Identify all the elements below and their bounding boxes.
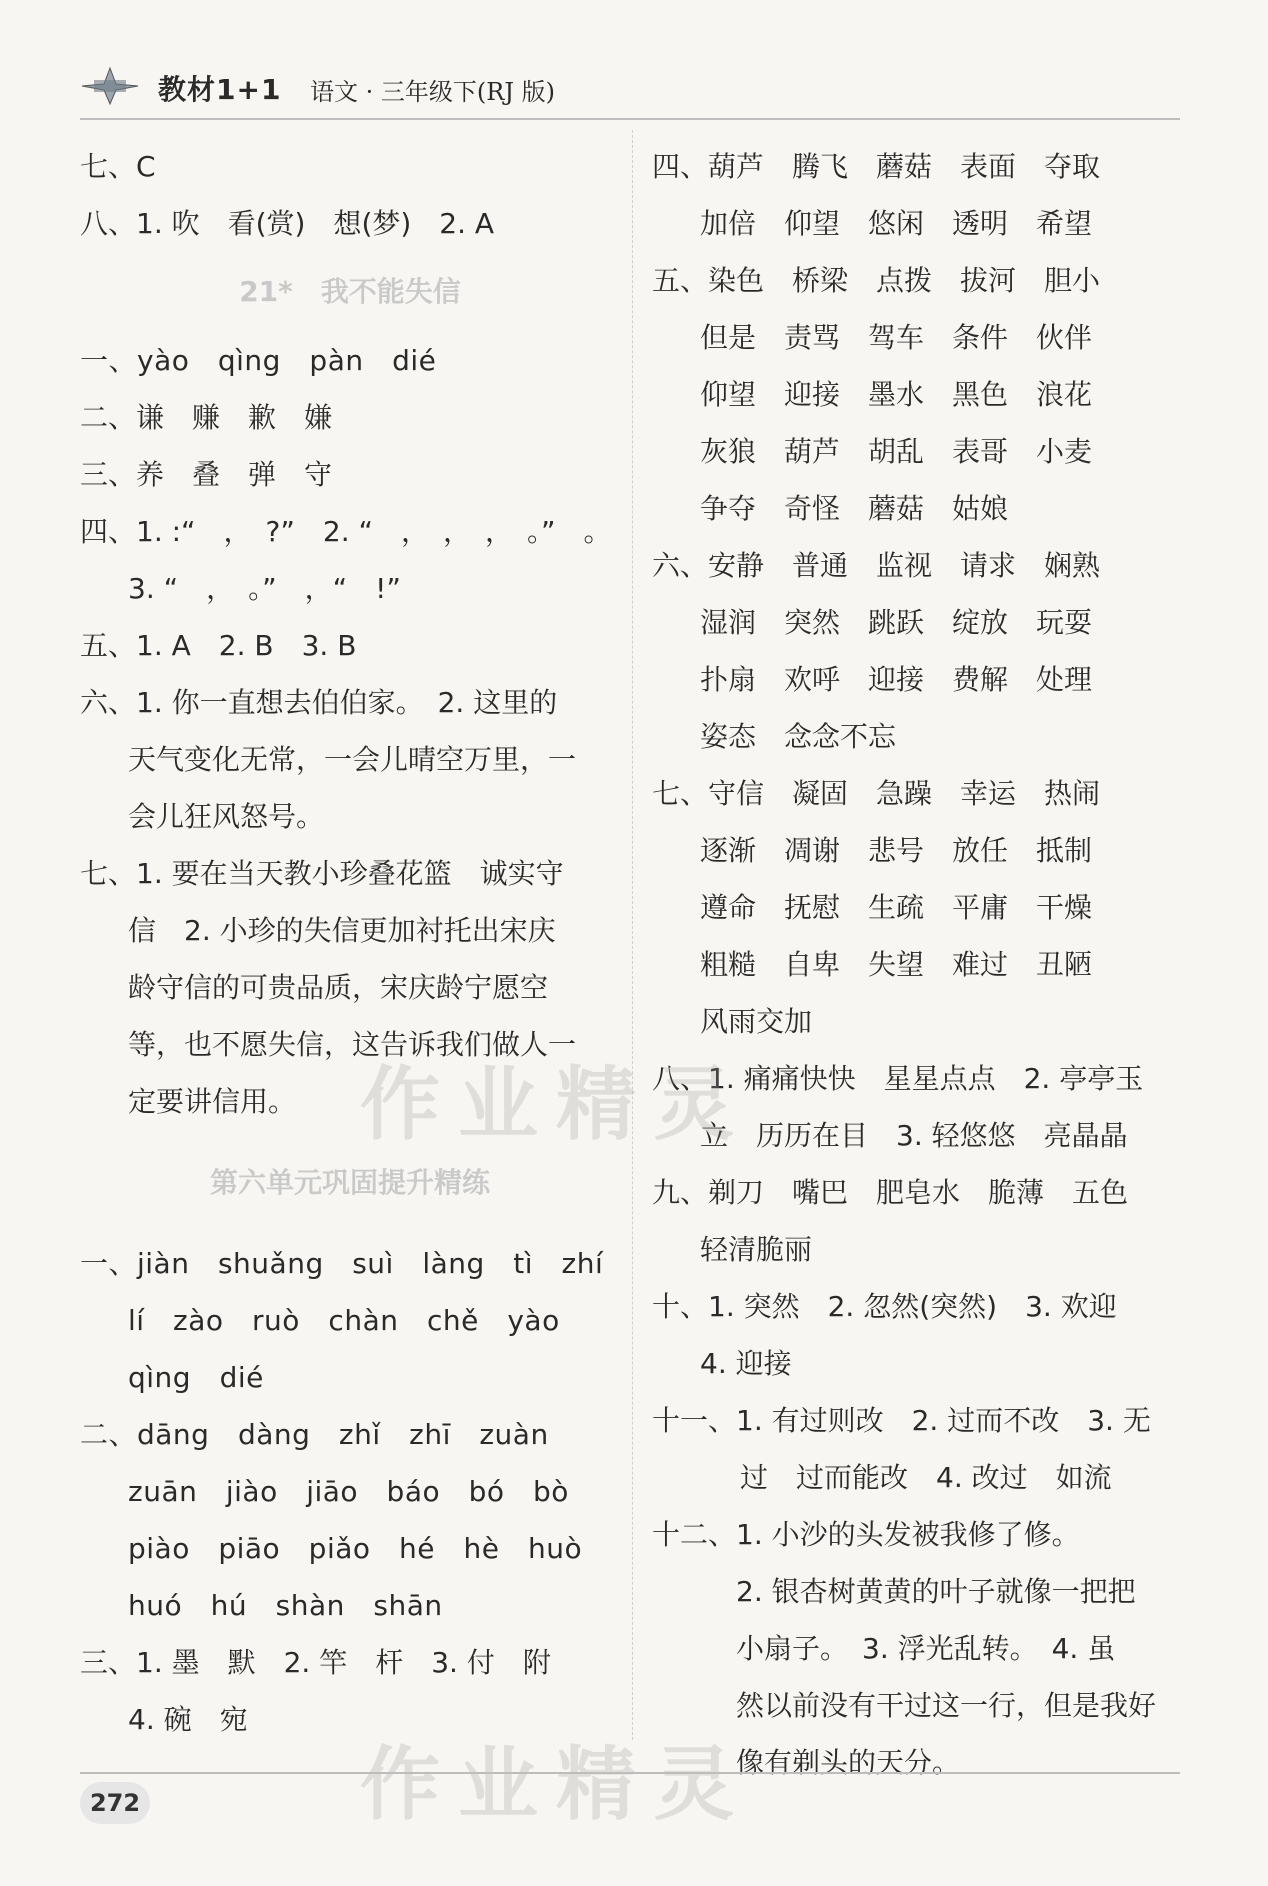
watermark-bottom: 作业精灵	[360, 1738, 752, 1831]
answer-line: 遵命 抚慰 生疏 平庸 干燥	[700, 891, 1093, 924]
answer-line: 一、jiàn shuǎng suì làng tì zhí	[80, 1247, 604, 1280]
answer-line: 信 2. 小珍的失信更加衬托出宋庆	[128, 914, 556, 947]
left-column	[80, 138, 620, 1748]
answer-line: 三、养 叠 弹 守	[80, 458, 333, 491]
answer-line: 七、1. 要在当天教小珍叠花篮 诚实守	[80, 857, 564, 890]
page-number: 272	[80, 1782, 150, 1824]
answer-line: 灰狼 葫芦 胡乱 表哥 小麦	[700, 435, 1093, 468]
answer-line: 十、1. 突然 2. 忽然(突然) 3. 欢迎	[652, 1290, 1117, 1323]
answer-line: 仰望 迎接 墨水 黑色 浪花	[700, 378, 1093, 411]
answer-line: 六、安静 普通 监视 请求 娴熟	[652, 549, 1101, 582]
answer-line: qìng dié	[128, 1361, 264, 1394]
answer-line: 湿润 突然 跳跃 绽放 玩耍	[700, 606, 1093, 639]
answer-line: 2. 银杏树黄黄的叶子就像一把把	[736, 1575, 1136, 1608]
answer-line: 过 过而能改 4. 改过 如流	[740, 1461, 1112, 1494]
subject-title: 语文 · 三年级下(RJ 版)	[310, 78, 555, 106]
watermark: 作业精灵	[360, 1058, 752, 1151]
answer-line: 十一、1. 有过则改 2. 过而不改 3. 无	[652, 1404, 1151, 1437]
answer-line: 九、剃刀 嘴巴 肥皂水 脆薄 五色	[652, 1176, 1129, 1209]
answer-line: 但是 责骂 驾车 条件 伙伴	[700, 321, 1093, 354]
answer-line: 轻清脆丽	[700, 1233, 813, 1266]
book-logo-icon	[80, 66, 140, 106]
answer-line: 等，也不愿失信，这告诉我们做人一	[128, 1028, 577, 1061]
answer-line: 四、1. :“ ， ?” 2. “ ， ， ， 。” 。	[80, 515, 612, 548]
page-footer	[80, 1772, 1180, 1817]
answer-line: 十二、1. 小沙的头发被我修了修。	[652, 1518, 1080, 1551]
answer-line: 六、1. 你一直想去伯伯家。 2. 这里的	[80, 686, 558, 719]
answer-line: 七、C	[80, 150, 156, 183]
answer-line: 七、守信 凝固 急躁 幸运 热闹	[652, 777, 1101, 810]
answer-line: 风雨交加	[700, 1005, 813, 1038]
answer-line: 小扇子。 3. 浮光乱转。 4. 虽	[736, 1632, 1116, 1665]
answer-line: 会儿狂风怒号。	[128, 800, 325, 833]
answer-line: 逐渐 凋谢 悲号 放任 抵制	[700, 834, 1093, 867]
unit-title: 第六单元巩固提升精练	[209, 1166, 490, 1199]
answer-line: 3. “ ， 。” ，“ !”	[128, 572, 401, 605]
answer-line: 扑扇 欢呼 迎接 费解 处理	[700, 663, 1093, 696]
lesson-title: 21* 我不能失信	[239, 275, 461, 308]
answer-line: 像有剃头的天分。	[736, 1746, 961, 1779]
right-column	[652, 138, 1212, 1791]
answer-line: piào piāo piǎo hé hè huò	[128, 1532, 583, 1565]
answer-line: 四、葫芦 腾飞 蘑菇 表面 夺取	[652, 150, 1101, 183]
answer-line: lí zào ruò chàn chě yào	[128, 1304, 560, 1337]
answer-line: 八、1. 痛痛快快 星星点点 2. 亭亭玉	[652, 1062, 1144, 1095]
answer-line: 4. 碗 宛	[128, 1703, 248, 1736]
answer-line: 二、dāng dàng zhǐ zhī zuàn	[80, 1418, 549, 1451]
answer-line: 粗糙 自卑 失望 难过 丑陋	[700, 948, 1093, 981]
answer-line: 龄守信的可贵品质，宋庆龄宁愿空	[128, 971, 549, 1004]
page-header	[80, 58, 1180, 120]
answer-line: 五、染色 桥梁 点拨 拔河 胆小	[652, 264, 1101, 297]
answer-line: 天气变化无常，一会儿晴空万里，一	[128, 743, 577, 776]
answer-line: 然以前没有干过这一行，但是我好	[736, 1689, 1157, 1722]
answer-line: 加倍 仰望 悠闲 透明 希望	[700, 207, 1093, 240]
answer-line: 4. 迎接	[700, 1347, 792, 1380]
answer-line: 二、谦 赚 歉 嫌	[80, 401, 333, 434]
answer-line: 五、1. A 2. B 3. B	[80, 629, 357, 662]
column-divider	[632, 130, 633, 1740]
answer-line: 争夺 奇怪 蘑菇 姑娘	[700, 492, 1009, 525]
answer-line: zuān jiào jiāo báo bó bò	[128, 1475, 569, 1508]
answer-line: huó hú shàn shān	[128, 1589, 443, 1622]
answer-line: 八、1. 吹 看(赏) 想(梦) 2. A	[80, 207, 495, 240]
answer-line: 一、yào qìng pàn dié	[80, 344, 437, 377]
answer-line: 三、1. 墨 默 2. 竿 杆 3. 付 附	[80, 1646, 551, 1679]
brand-title: 教材1+1	[158, 73, 282, 106]
answer-line: 姿态 念念不忘	[700, 720, 897, 753]
answer-line: 立 历历在目 3. 轻悠悠 亮晶晶	[700, 1119, 1128, 1152]
answer-line: 定要讲信用。	[128, 1085, 297, 1118]
